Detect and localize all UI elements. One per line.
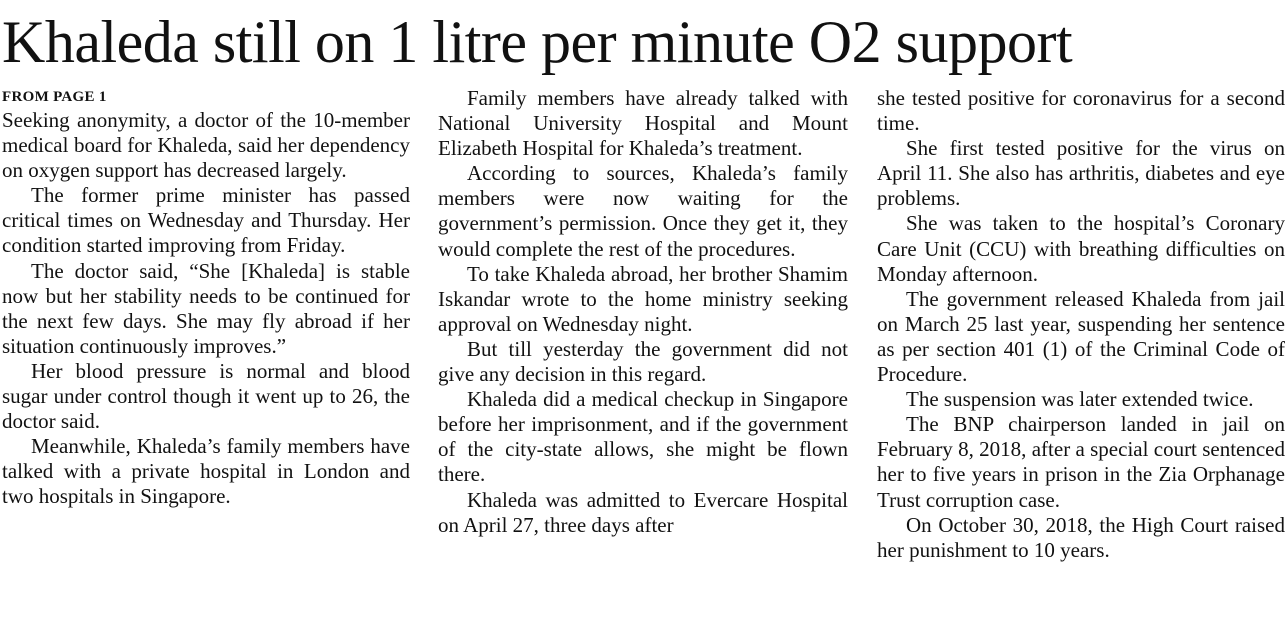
paragraph: Meanwhile, Khaleda’s family members have talked with a private hospital in London and two hospitals in Singapore. — [2, 434, 410, 509]
article-column-1 — [2, 86, 410, 510]
article-column-2 — [438, 86, 848, 538]
paragraph: Seeking anonymity, a doctor of the 10-member medical board for Khaleda, said her dependency on oxygen support has decreased largely. — [2, 108, 410, 183]
paragraph: On October 30, 2018, the High Court raised her punishment to 10 years. — [877, 512, 1285, 562]
paragraph: Her blood pressure is normal and blood sugar under control though it went up to 26, the doctor said. — [2, 358, 410, 434]
paragraph: The former prime minister has passed critical times on Wednesday and Thursday. Her condition started improving from Friday. — [2, 183, 410, 258]
paragraph: Family members have already talked with National University Hospital and Mount Elizabeth Hospital for Khaleda’s treatment. — [438, 86, 848, 161]
paragraph: The doctor said, “She [Khaleda] is stable now but her stability needs to be continued for the next few days. She may fly abroad if her situation continuously improves.” — [2, 258, 410, 358]
kicker-label: FROM PAGE 1 — [2, 89, 107, 105]
paragraph: Khaleda was admitted to Evercare Hospital on April 27, three days after — [438, 487, 848, 537]
paragraph: She was taken to the hospital’s Coronary Care Unit (CCU) with breathing difficulties on Monday afternoon. — [877, 211, 1285, 286]
paragraph: She first tested positive for the virus on April 11. She also has arthritis, diabetes and eye problems. — [877, 136, 1285, 211]
article-column-3 — [877, 86, 1285, 563]
paragraph: But till yesterday the government did not give any decision in this regard. — [438, 336, 848, 387]
paragraph: The government released Khaleda from jail on March 25 last year, suspending her sentence as per section 401 (1) of the Criminal Code of Procedure. — [877, 286, 1285, 387]
paragraph: The BNP chairperson landed in jail on February 8, 2018, after a special court sentenced her to five years in prison in the Zia Orphanage Trust corruption case. — [877, 412, 1285, 512]
headline: Khaleda still on 1 litre per minute O2 support — [2, 9, 1073, 75]
paragraph: she tested positive for coronavirus for a second time. — [877, 86, 1285, 136]
paragraph: Khaleda did a medical checkup in Singapore before her imprisonment, and if the government of the city-state allows, she might be flown there. — [438, 387, 848, 487]
paragraph: The suspension was later extended twice. — [906, 387, 1254, 412]
paragraph: To take Khaleda abroad, her brother Shamim Iskandar wrote to the home ministry seeking approval on Wednesday night. — [438, 261, 848, 336]
paragraph: According to sources, Khaleda’s family members were now waiting for the government’s permission. Once they get it, they would complete the rest of the procedures. — [438, 161, 848, 261]
